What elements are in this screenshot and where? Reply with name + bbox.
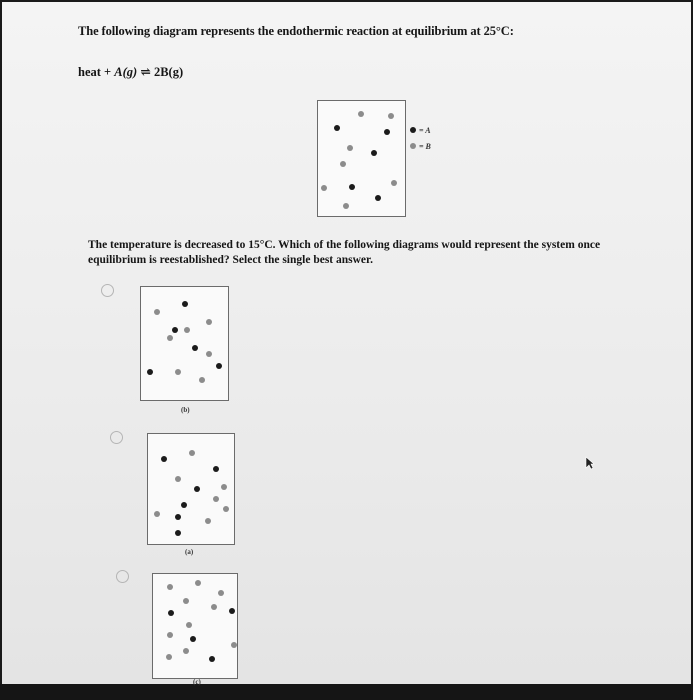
equation-prefix: heat + <box>78 65 115 79</box>
equilibrium-diagram <box>317 100 406 217</box>
particle-a <box>175 514 181 520</box>
particle-a <box>168 610 174 616</box>
particle-a <box>209 656 215 662</box>
option-1-caption: (b) <box>181 406 190 414</box>
option-3-caption: (c) <box>193 678 201 686</box>
particle-b <box>358 111 364 117</box>
particle-b <box>213 496 219 502</box>
legend-a-label: = A <box>419 125 431 135</box>
particle-b <box>195 580 201 586</box>
option-1-diagram[interactable] <box>140 286 229 401</box>
particle-a <box>229 608 235 614</box>
option-1-radio[interactable] <box>101 284 114 297</box>
particle-b <box>189 450 195 456</box>
particle-a <box>182 301 188 307</box>
particle-b <box>343 203 349 209</box>
particle-a <box>181 502 187 508</box>
particle-b <box>211 604 217 610</box>
particle-b <box>154 309 160 315</box>
legend-b-label: = B <box>419 141 431 151</box>
particle-a <box>161 456 167 462</box>
particle-b <box>167 584 173 590</box>
legend-a-dot <box>410 127 416 133</box>
particle-b <box>199 377 205 383</box>
particle-b <box>347 145 353 151</box>
particle-a <box>349 184 355 190</box>
question-prompt: The temperature is decreased to 15°C. Which of the following diagrams would represent the system once equilibrium is reestablished? Select the single best answer. <box>88 239 601 266</box>
particle-b <box>218 590 224 596</box>
legend-item-b <box>410 138 431 154</box>
question-title: The following diagram represents the endothermic reaction at equilibrium at 25°C: <box>78 24 514 38</box>
particle-b <box>206 319 212 325</box>
particle-b <box>154 511 160 517</box>
particle-a <box>190 636 196 642</box>
particle-a <box>334 125 340 131</box>
particle-a <box>175 530 181 536</box>
reaction-equation <box>78 64 183 80</box>
equation-product: 2B(g) <box>153 65 184 79</box>
particle-b <box>184 327 190 333</box>
particle-a <box>147 369 153 375</box>
particle-b <box>231 642 237 648</box>
equation-arrow: ⇌ <box>137 65 154 79</box>
particle-b <box>175 476 181 482</box>
particle-a <box>384 129 390 135</box>
option-2-caption: (a) <box>185 548 194 556</box>
legend-item-a <box>410 122 431 138</box>
particle-b <box>206 351 212 357</box>
particle-a <box>192 345 198 351</box>
particle-a <box>213 466 219 472</box>
particle-b <box>223 506 229 512</box>
particle-b <box>166 654 172 660</box>
particle-b <box>175 369 181 375</box>
particle-b <box>183 648 189 654</box>
particle-a <box>371 150 377 156</box>
option-3-diagram[interactable] <box>152 573 238 679</box>
particle-b <box>321 185 327 191</box>
option-2-diagram[interactable] <box>147 433 235 545</box>
bottom-bar <box>0 684 693 700</box>
particle-a <box>172 327 178 333</box>
particle-b <box>183 598 189 604</box>
particle-b <box>205 518 211 524</box>
legend <box>410 122 431 154</box>
legend-b-dot <box>410 143 416 149</box>
mouse-cursor-icon <box>585 456 595 470</box>
particle-a <box>216 363 222 369</box>
particle-b <box>186 622 192 628</box>
particle-b <box>167 632 173 638</box>
particle-b <box>340 161 346 167</box>
option-3-radio[interactable] <box>116 570 129 583</box>
option-2-radio[interactable] <box>110 431 123 444</box>
particle-b <box>221 484 227 490</box>
equation-reactant: A(g) <box>114 65 138 79</box>
particle-a <box>194 486 200 492</box>
particle-a <box>375 195 381 201</box>
particle-b <box>167 335 173 341</box>
particle-b <box>391 180 397 186</box>
particle-b <box>388 113 394 119</box>
